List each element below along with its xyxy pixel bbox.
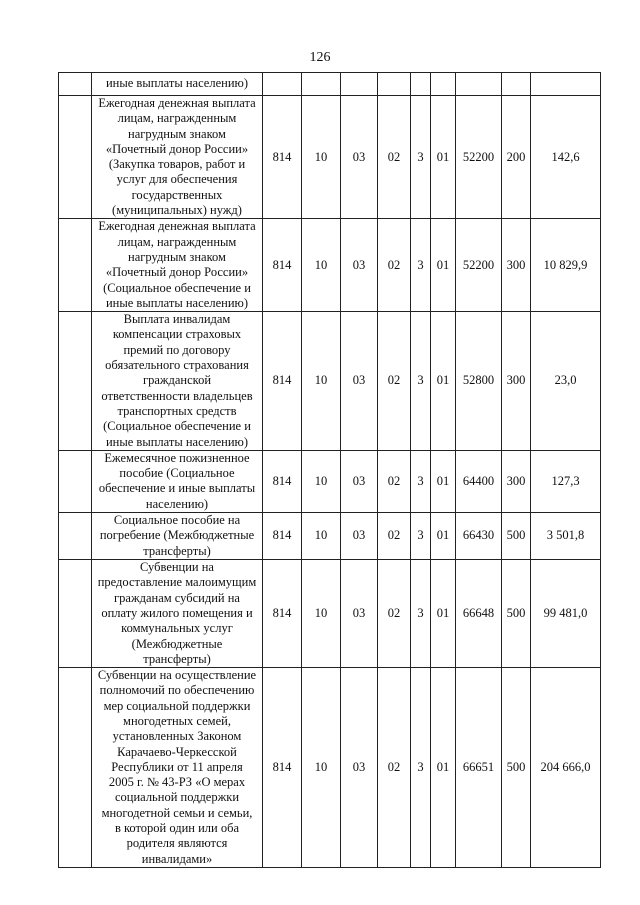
table-row xyxy=(59,450,601,512)
index-cell xyxy=(59,73,92,96)
direction-cell: 64400 xyxy=(456,450,502,512)
direction-cell: 52200 xyxy=(456,219,502,312)
group-cell: 01 xyxy=(431,450,456,512)
description-cell: Выплата инвалидам компенсации страховых премий по договору обязательного страхования гражданской ответственности владельцев транспортных средств (Социальное обеспечение и иные выплаты населению) xyxy=(92,312,263,451)
index-cell xyxy=(59,513,92,560)
amount-cell: 204 666,0 xyxy=(531,668,601,868)
expense-type-cell: 300 xyxy=(502,219,531,312)
table-row xyxy=(59,219,601,312)
table-row xyxy=(59,513,601,560)
description-cell: Ежегодная денежная выплата лицам, награжденным нагрудным знаком «Почетный донор России» (Социальное обеспечение и иные выплаты населению) xyxy=(92,219,263,312)
amount-cell: 3 501,8 xyxy=(531,513,601,560)
group-cell: 01 xyxy=(431,312,456,451)
expense-type-cell: 500 xyxy=(502,513,531,560)
program-cell: 02 xyxy=(378,219,411,312)
subsection-cell: 03 xyxy=(341,312,378,451)
ministry-cell xyxy=(263,73,302,96)
subprogram-cell: 3 xyxy=(411,513,431,560)
ministry-cell: 814 xyxy=(263,312,302,451)
expense-type-cell: 500 xyxy=(502,668,531,868)
ministry-cell: 814 xyxy=(263,96,302,219)
amount-cell: 10 829,9 xyxy=(531,219,601,312)
subprogram-cell xyxy=(411,73,431,96)
ministry-cell: 814 xyxy=(263,513,302,560)
subprogram-cell: 3 xyxy=(411,219,431,312)
section-cell: 10 xyxy=(302,513,341,560)
program-cell: 02 xyxy=(378,513,411,560)
description-cell: Субвенции на предоставление малоимущим гражданам субсидий на оплату жилого помещения и коммунальных услуг (Межбюджетные трансферты) xyxy=(92,560,263,668)
subsection-cell: 03 xyxy=(341,560,378,668)
ministry-cell: 814 xyxy=(263,450,302,512)
amount-cell: 23,0 xyxy=(531,312,601,451)
group-cell: 01 xyxy=(431,219,456,312)
subprogram-cell: 3 xyxy=(411,668,431,868)
table-row xyxy=(59,312,601,451)
expense-type-cell: 300 xyxy=(502,450,531,512)
ministry-cell: 814 xyxy=(263,219,302,312)
expense-type-cell: 500 xyxy=(502,560,531,668)
table-row xyxy=(59,96,601,219)
description-cell: Субвенции на осуществление полномочий по обеспечению мер социальной поддержки многодетных семей, установленных Законом Карачаево-Черкесской Республики от 11 апреля 2005 г. № 43-РЗ «О мерах социальной поддержки многодетной семьи и семьи, в которой один или оба родителя являются инвалидами» xyxy=(92,668,263,868)
table-row xyxy=(59,668,601,868)
group-cell: 01 xyxy=(431,560,456,668)
ministry-cell: 814 xyxy=(263,560,302,668)
ministry-cell: 814 xyxy=(263,668,302,868)
expense-type-cell: 300 xyxy=(502,312,531,451)
subsection-cell: 03 xyxy=(341,219,378,312)
subsection-cell: 03 xyxy=(341,96,378,219)
description-cell: Социальное пособие на погребение (Межбюджетные трансферты) xyxy=(92,513,263,560)
group-cell: 01 xyxy=(431,96,456,219)
group-cell xyxy=(431,73,456,96)
direction-cell: 66651 xyxy=(456,668,502,868)
section-cell: 10 xyxy=(302,219,341,312)
program-cell: 02 xyxy=(378,560,411,668)
direction-cell xyxy=(456,73,502,96)
amount-cell: 142,6 xyxy=(531,96,601,219)
subprogram-cell: 3 xyxy=(411,96,431,219)
section-cell xyxy=(302,73,341,96)
section-cell: 10 xyxy=(302,560,341,668)
subprogram-cell: 3 xyxy=(411,560,431,668)
description-cell: Ежегодная денежная выплата лицам, награжденным нагрудным знаком «Почетный донор России» (Закупка товаров, работ и услуг для обеспечения государственных (муниципальных) нужд) xyxy=(92,96,263,219)
page-number: 126 xyxy=(309,50,331,65)
subprogram-cell: 3 xyxy=(411,312,431,451)
index-cell xyxy=(59,96,92,219)
direction-cell: 66430 xyxy=(456,513,502,560)
program-cell: 02 xyxy=(378,450,411,512)
direction-cell: 52800 xyxy=(456,312,502,451)
subsection-cell xyxy=(341,73,378,96)
expense-type-cell: 200 xyxy=(502,96,531,219)
program-cell xyxy=(378,73,411,96)
table-row-continuation xyxy=(59,73,601,96)
amount-cell: 99 481,0 xyxy=(531,560,601,668)
group-cell: 01 xyxy=(431,668,456,868)
budget-table xyxy=(58,72,601,868)
subsection-cell: 03 xyxy=(341,450,378,512)
section-cell: 10 xyxy=(302,312,341,451)
index-cell xyxy=(59,219,92,312)
index-cell xyxy=(59,668,92,868)
amount-cell: 127,3 xyxy=(531,450,601,512)
subsection-cell: 03 xyxy=(341,668,378,868)
program-cell: 02 xyxy=(378,668,411,868)
amount-cell xyxy=(531,73,601,96)
program-cell: 02 xyxy=(378,96,411,219)
section-cell: 10 xyxy=(302,96,341,219)
table-row xyxy=(59,560,601,668)
direction-cell: 66648 xyxy=(456,560,502,668)
subsection-cell: 03 xyxy=(341,513,378,560)
program-cell: 02 xyxy=(378,312,411,451)
direction-cell: 52200 xyxy=(456,96,502,219)
index-cell xyxy=(59,312,92,451)
group-cell: 01 xyxy=(431,513,456,560)
section-cell: 10 xyxy=(302,668,341,868)
description-cell: Ежемесячное пожизненное пособие (Социальное обеспечение и иные выплаты населению) xyxy=(92,450,263,512)
section-cell: 10 xyxy=(302,450,341,512)
description-cell: иные выплаты населению) xyxy=(92,73,263,96)
expense-type-cell xyxy=(502,73,531,96)
index-cell xyxy=(59,560,92,668)
subprogram-cell: 3 xyxy=(411,450,431,512)
index-cell xyxy=(59,450,92,512)
